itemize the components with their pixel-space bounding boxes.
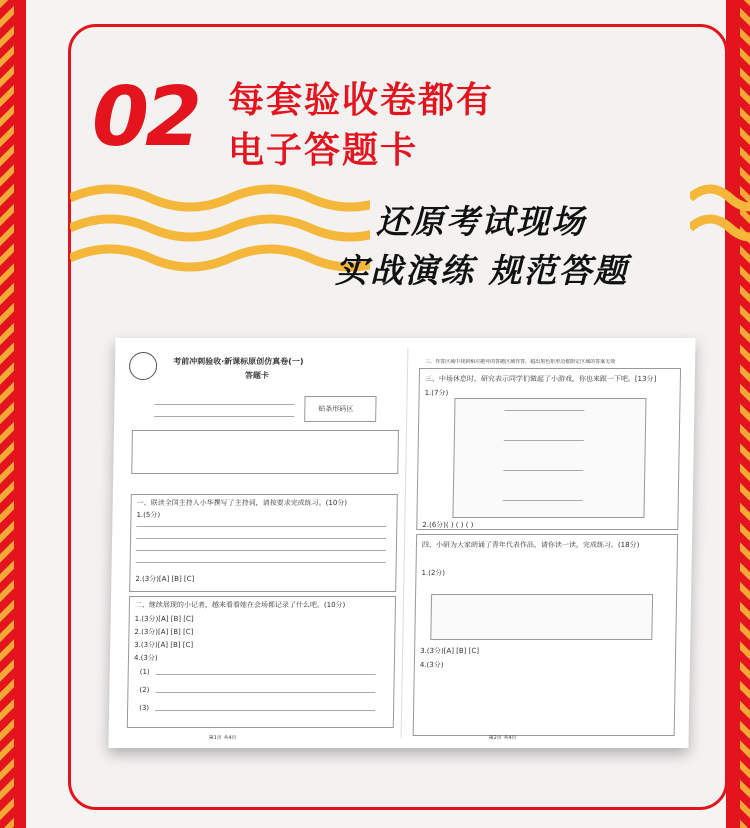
writing-line (136, 538, 386, 539)
page-divider (401, 348, 409, 738)
barcode-area-label: 贴条形码区 (318, 405, 354, 413)
q-left-8: 4.(3分) (133, 654, 158, 662)
right-stripe-pattern (740, 0, 750, 828)
writing-line (504, 440, 584, 441)
q-left-2: 1.(5分) (136, 511, 161, 519)
poem-table (430, 594, 653, 640)
q-right-6: 3.(3分)[A] [B] [C] (420, 647, 480, 655)
headline-line-2: 电子答题卡 (228, 130, 419, 171)
q-left-9: (1) (139, 668, 150, 676)
left-stripe-pattern (0, 0, 14, 828)
slogan-line-2: 实战演练 规范答题 (335, 251, 629, 290)
q-right-2: 1.(7分) (424, 389, 449, 397)
answer-sheet-image (108, 338, 695, 748)
q-right-7: 4.(3分) (419, 661, 444, 669)
class-line (154, 416, 294, 417)
writing-line (155, 692, 375, 693)
sheet-subtitle: 答题卡 (244, 371, 270, 380)
q-left-4: 二、继续展现的小记者，越来看看她在会场都记录了什么吧。(10分) (134, 601, 346, 609)
q-right-5: 1.(2分) (421, 569, 446, 577)
slogan-line-1: 还原考试现场 (376, 202, 586, 241)
q-right-1: 三、中场休息时，研究表示同学们做起了小游戏，你也来跟一下吧。[13分] (424, 375, 657, 383)
headline-line-1: 每套验收卷都有 (228, 80, 495, 121)
writing-line (503, 500, 583, 501)
school-seal-icon (129, 352, 157, 380)
name-line (154, 404, 294, 405)
feature-number: 02 (92, 70, 199, 165)
writing-line (504, 410, 584, 411)
q-left-6: 2.(3分)[A] [B] [C] (134, 628, 194, 636)
writing-line (136, 550, 386, 551)
writing-line (156, 674, 376, 675)
right-decorative-stripe (726, 0, 750, 828)
writing-line (503, 470, 583, 471)
q-left-7: 3.(3分)[A] [B] [C] (134, 641, 194, 649)
instructions-box (131, 430, 399, 474)
writing-line (155, 710, 375, 711)
footer-right: 第2页 共4页 (488, 735, 517, 741)
left-decorative-stripe (0, 0, 26, 828)
gold-wave-decoration (70, 180, 370, 290)
right-header: 三、作答区域中找到相应题号的答题区域作答，超出黑色矩形边框限定区域的答案无效 (425, 359, 616, 365)
q-right-3: 2.(6分)( ) ( ) ( ) (422, 521, 474, 529)
q-left-11: (3) (139, 704, 150, 712)
q-left-5: 1.(3分)[A] [B] [C] (134, 615, 194, 623)
q-left-3: 2.(3分)[A] [B] [C] (135, 575, 195, 583)
writing-line (136, 526, 386, 527)
writing-line (136, 562, 386, 563)
footer-left: 第1页 共4页 (208, 735, 237, 741)
q-left-1: 一、联读全国主持人小华撰写了主持词，请按要求完成练习。(10分) (136, 499, 348, 507)
q-left-10: (2) (139, 686, 150, 694)
q-right-4: 四、小研为大家朗诵了青年代表作品，请你读一读，完成练习。(18分) (421, 541, 640, 549)
gold-wave-decoration-right (690, 180, 750, 290)
sheet-title: 考前冲刺验收·新课标原创仿真卷(一) (173, 357, 304, 366)
